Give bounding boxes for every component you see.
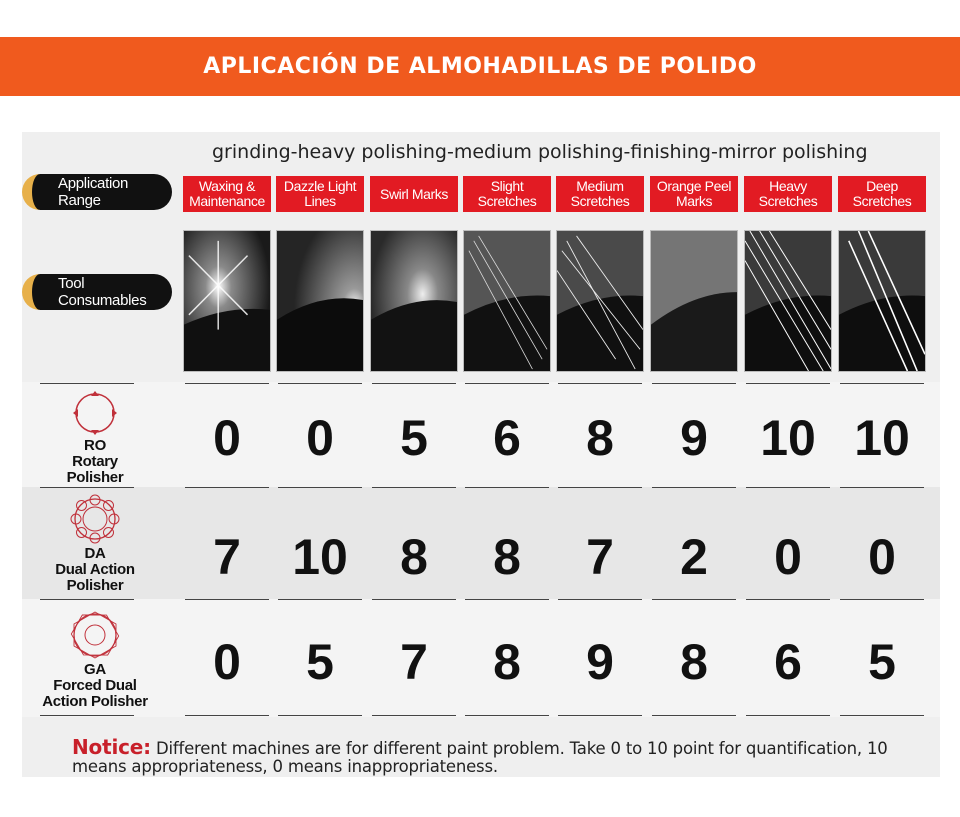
da-score: 2 <box>680 529 708 585</box>
ga-score: 0 <box>213 634 241 690</box>
row-divider <box>185 487 269 488</box>
category-label: Deep Scretches <box>838 176 926 212</box>
row-divider <box>372 487 456 488</box>
da-score: 10 <box>292 529 348 585</box>
da-abbr: DA <box>84 545 106 562</box>
row-divider <box>465 383 549 384</box>
page-title: APLICACIÓN DE ALMOHADILLAS DE POLIDO <box>203 54 757 79</box>
ro-score: 0 <box>306 410 334 466</box>
row-divider <box>185 715 269 716</box>
ga-machine-label <box>30 608 160 710</box>
da-score: 7 <box>586 529 614 585</box>
row-divider <box>465 715 549 716</box>
ga-name-line-1: Forced Dual <box>53 677 137 694</box>
notice-body: Different machines are for different paint problem. Take 0 to 10 point for quantification, 10 means appropriateness, 0 means inappropriateness. <box>72 739 888 776</box>
category-label: Dazzle Light Lines <box>276 176 364 212</box>
da-score: 8 <box>400 529 428 585</box>
category-label: Orange Peel Marks <box>650 176 738 212</box>
row-divider <box>652 599 736 600</box>
ga-abbr: GA <box>84 661 106 678</box>
ga-name-line-2: Action Polisher <box>42 693 148 710</box>
category-label: Waxing & Maintenance <box>183 176 271 212</box>
machine-divider <box>40 599 134 600</box>
ga-score: 6 <box>774 634 802 690</box>
category-label: Medium Scretches <box>556 176 644 212</box>
row-divider <box>372 383 456 384</box>
row-divider <box>746 599 830 600</box>
row-divider <box>558 383 642 384</box>
machine-divider <box>40 487 134 488</box>
row-divider <box>652 487 736 488</box>
ro-name-line-1: Rotary <box>72 453 118 470</box>
defect-swatch-starburst-glare <box>183 230 271 372</box>
machine-divider <box>40 383 134 384</box>
da-name-line-1: Dual Action <box>55 561 135 578</box>
ga-score: 9 <box>586 634 614 690</box>
da-score: 7 <box>213 529 241 585</box>
defect-swatch-orange-peel <box>650 230 738 372</box>
application-range-pill <box>22 174 172 210</box>
category-label: Heavy Scretches <box>744 176 832 212</box>
defect-swatch-medium-scratch <box>556 230 644 372</box>
row-divider <box>278 599 362 600</box>
ro-score: 10 <box>760 410 816 466</box>
defect-swatch-slight-scratch <box>463 230 551 372</box>
ro-abbr: RO <box>84 437 106 454</box>
ga-score: 5 <box>306 634 334 690</box>
polishing-range-text: grinding-heavy polishing-medium polishing-finishing-mirror polishing <box>212 141 868 163</box>
ga-score: 8 <box>680 634 708 690</box>
da-name-line-2: Polisher <box>66 577 124 594</box>
row-divider <box>465 599 549 600</box>
row-divider <box>185 599 269 600</box>
defect-swatch-soft-glare <box>276 230 364 372</box>
ro-score: 5 <box>400 410 428 466</box>
category-label: Slight Scretches <box>463 176 551 212</box>
da-score: 0 <box>774 529 802 585</box>
da-machine-label <box>30 492 160 594</box>
notice-text <box>72 735 932 776</box>
defect-swatch-deep-scratch <box>838 230 926 372</box>
ro-score: 10 <box>854 410 910 466</box>
ga-score: 5 <box>868 634 896 690</box>
row-divider <box>372 715 456 716</box>
defect-swatch-heavy-scratch <box>744 230 832 372</box>
forced-dual-action-orbit-icon <box>68 608 122 662</box>
ro-score: 9 <box>680 410 708 466</box>
rotary-orbit-icon <box>70 388 120 438</box>
row-divider <box>746 487 830 488</box>
machine-divider <box>40 715 134 716</box>
defect-swatch-swirl-glare <box>370 230 458 372</box>
row-divider <box>278 487 362 488</box>
ro-score: 0 <box>213 410 241 466</box>
page-banner <box>0 37 960 96</box>
row-divider <box>558 599 642 600</box>
row-divider <box>840 383 924 384</box>
row-divider <box>840 599 924 600</box>
ga-score: 7 <box>400 634 428 690</box>
row-divider <box>840 715 924 716</box>
ga-score: 8 <box>493 634 521 690</box>
da-score: 0 <box>868 529 896 585</box>
row-divider <box>746 715 830 716</box>
row-divider <box>372 599 456 600</box>
row-divider <box>652 715 736 716</box>
tool-consumables-label: Tool Consumables <box>58 275 147 309</box>
ro-score: 8 <box>586 410 614 466</box>
row-divider <box>465 487 549 488</box>
row-divider <box>558 715 642 716</box>
row-divider <box>185 383 269 384</box>
row-divider <box>840 487 924 488</box>
row-divider <box>278 383 362 384</box>
application-range-label: Application Range <box>58 175 129 209</box>
category-label: Swirl Marks <box>370 176 458 212</box>
notice-label: Notice: <box>72 735 151 759</box>
ro-machine-label <box>30 388 160 486</box>
ro-name-line-2: Polisher <box>66 469 124 486</box>
tool-consumables-pill <box>22 274 172 310</box>
row-divider <box>652 383 736 384</box>
row-divider <box>558 487 642 488</box>
ro-score: 6 <box>493 410 521 466</box>
dual-action-orbit-icon <box>68 492 122 546</box>
row-divider <box>746 383 830 384</box>
da-score: 8 <box>493 529 521 585</box>
row-divider <box>278 715 362 716</box>
